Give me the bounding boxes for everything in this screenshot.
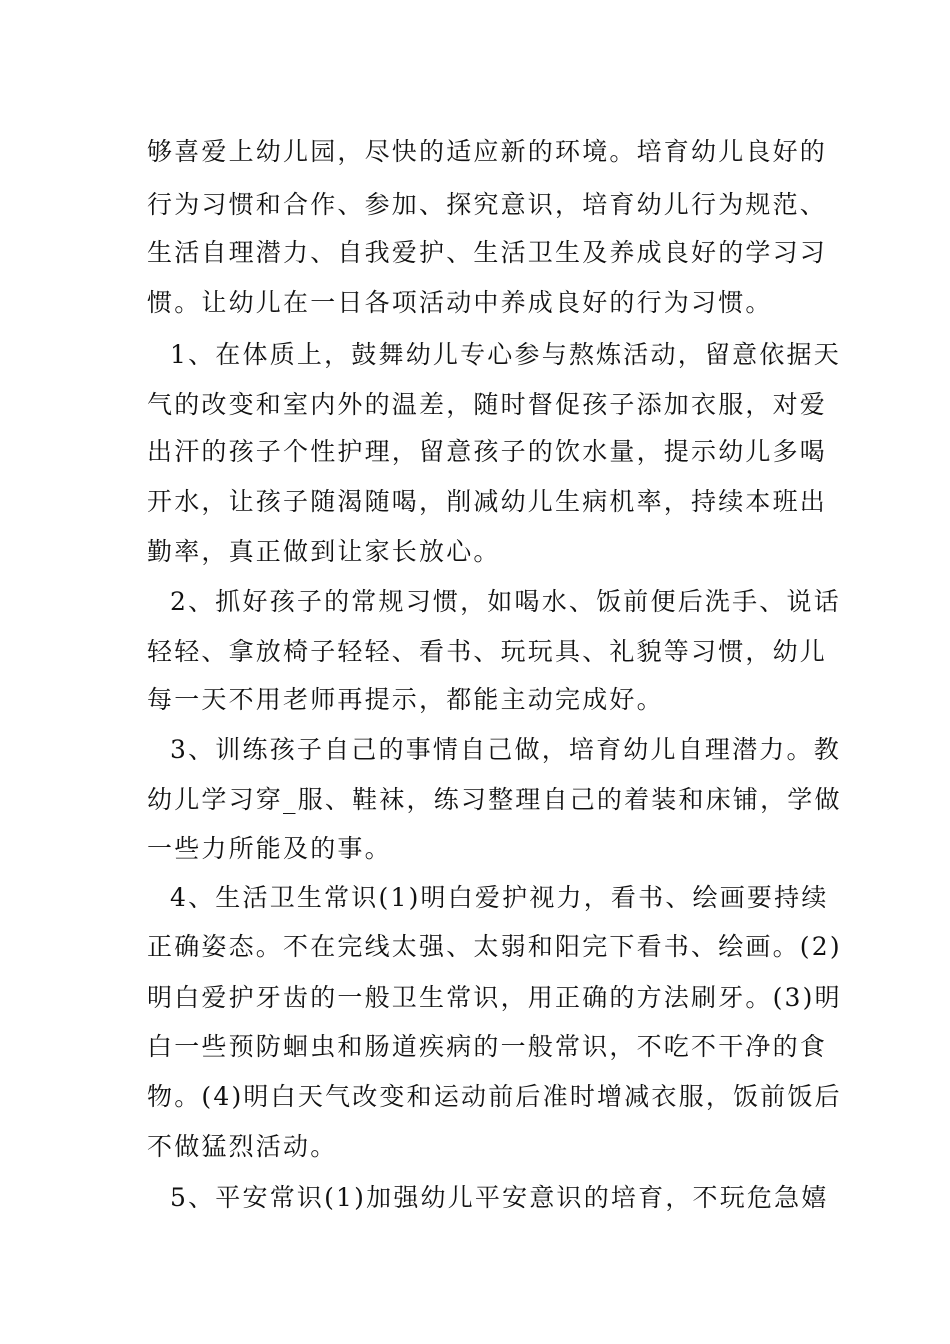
text-line: 勤率，真正做到让家长放心。 [147,537,501,566]
text-line: 开水，让孩子随渴随喝，削减幼儿生病机率，持续本班出 [147,487,828,516]
text-line: 出汗的孩子个性护理，留意孩子的饮水量，提示幼儿多喝 [147,437,828,466]
text-line: 幼儿学习穿_服、鞋袜，练习整理自己的着装和床铺，学做 [147,785,842,814]
text-line: 4、生活卫生常识(1)明白爱护视力，看书、绘画要持续 [170,883,829,912]
text-line: 行为习惯和合作、参加、探究意识，培育幼儿行为规范、 [147,190,828,219]
text-line: 一些力所能及的事。 [147,834,392,863]
text-line: 轻轻、拿放椅子轻轻、看书、玩玩具、礼貌等习惯，幼儿 [147,637,828,666]
text-line: 白一些预防蛔虫和肠道疾病的一般常识，不吃不干净的食 [147,1032,828,1061]
text-line: 5、平安常识(1)加强幼儿平安意识的培育，不玩危急嬉 [170,1183,829,1212]
text-line: 够喜爱上幼儿园，尽快的适应新的环境。培育幼儿良好的 [147,137,828,166]
text-line: 不做猛烈活动。 [147,1132,338,1161]
text-line: 2、抓好孩子的常规习惯，如喝水、饭前便后洗手、说话 [170,587,841,616]
text-line: 惯。让幼儿在一日各项活动中养成良好的行为习惯。 [147,288,773,317]
text-line: 每一天不用老师再提示，都能主动完成好。 [147,685,664,714]
text-line: 生活自理潜力、自我爱护、生活卫生及养成良好的学习习 [147,238,828,267]
text-line: 1、在体质上，鼓舞幼儿专心参与熬炼活动，留意依据天 [170,340,841,369]
text-line: 3、训练孩子自己的事情自己做，培育幼儿自理潜力。教 [170,735,841,764]
text-line: 正确姿态。不在完线太强、太弱和阳完下看书、绘画。(2) [147,932,842,961]
text-line: 明白爱护牙齿的一般卫生常识，用正确的方法刷牙。(3)明 [147,983,842,1012]
text-line: 物。(4)明白天气改变和运动前后准时增减衣服，饭前饭后 [147,1082,842,1111]
text-line: 气的改变和室内外的温差，随时督促孩子添加衣服，对爱 [147,390,828,419]
